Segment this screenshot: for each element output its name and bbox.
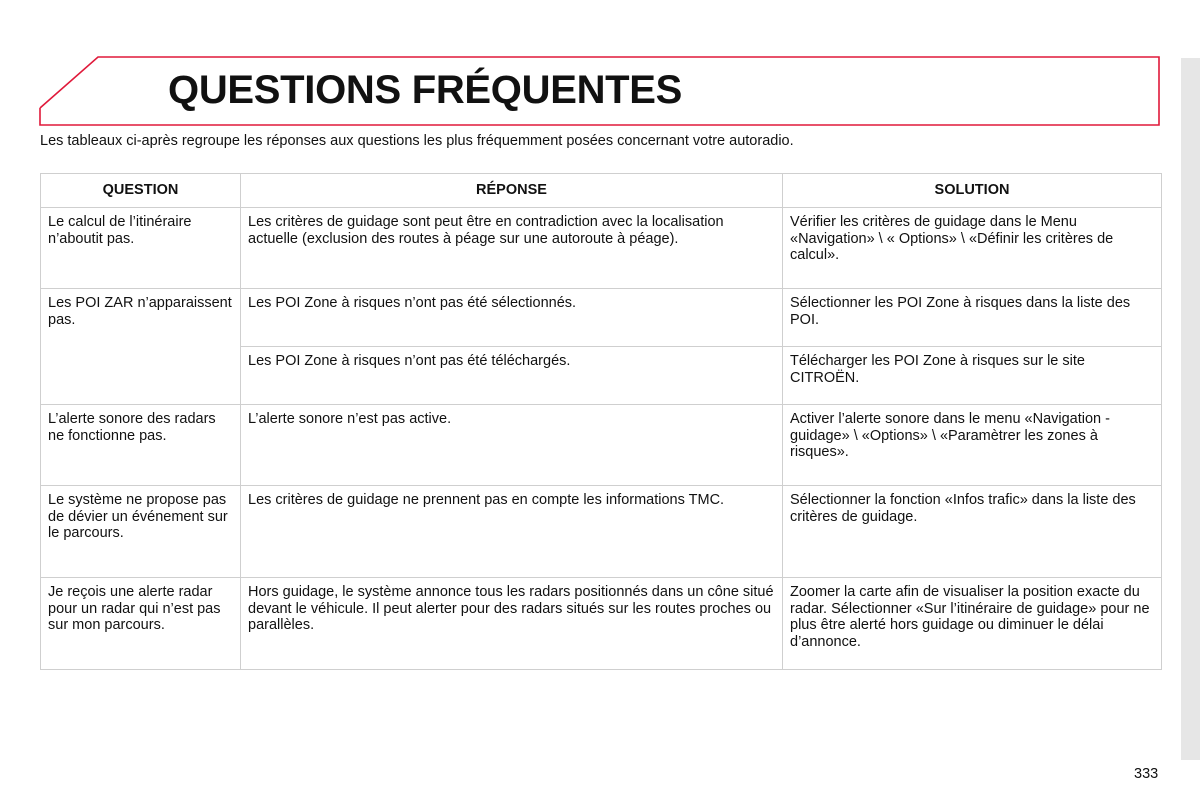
column-header-question: QUESTION <box>41 174 241 208</box>
solution-cell: Zoomer la carte afin de visualiser la position exacte du radar. Sélectionner «Sur l’itinéraire de guidage» pour ne plus être alerté hors guidage ou diminuer le délai d’annonce. <box>783 578 1162 670</box>
reponse-cell: Les critères de guidage ne prennent pas en compte les informations TMC. <box>241 486 783 578</box>
table-header-row <box>41 174 1162 208</box>
question-cell: Je reçois une alerte radar pour un radar qui n’est pas sur mon parcours. <box>41 578 241 670</box>
reponse-cell: L’alerte sonore n’est pas active. <box>241 405 783 486</box>
solution-cell: Sélectionner les POI Zone à risques dans la liste des POI. <box>783 289 1162 347</box>
page-number: 333 <box>1134 766 1159 782</box>
page-edge-tab <box>1181 58 1200 760</box>
question-cell: Les POI ZAR n’apparaissent pas. <box>41 289 241 405</box>
table-row <box>41 405 1162 486</box>
solution-cell: Télécharger les POI Zone à risques sur le site CITROËN. <box>783 347 1162 405</box>
reponse-cell: Hors guidage, le système annonce tous les radars positionnés dans un cône situé devant le véhicule. Il peut alerter pour des radars situés sur les routes proches ou parallèles. <box>241 578 783 670</box>
table-row <box>41 578 1162 670</box>
question-cell: Le calcul de l’itinéraire n’aboutit pas. <box>41 208 241 289</box>
reponse-cell: Les critères de guidage sont peut être en contradiction avec la localisation actuelle (exclusion des routes à péage sur une autoroute à péage). <box>241 208 783 289</box>
table-row <box>41 486 1162 578</box>
table-row <box>41 208 1162 289</box>
question-cell: Le système ne propose pas de dévier un événement sur le parcours. <box>41 486 241 578</box>
reponse-cell: Les POI Zone à risques n’ont pas été téléchargés. <box>241 347 783 405</box>
table-row <box>41 289 1162 347</box>
reponse-cell: Les POI Zone à risques n’ont pas été sélectionnés. <box>241 289 783 347</box>
solution-cell: Sélectionner la fonction «Infos trafic» dans la liste des critères de guidage. <box>783 486 1162 578</box>
solution-cell: Vérifier les critères de guidage dans le Menu «Navigation» \ « Options» \ «Définir les critères de calcul». <box>783 208 1162 289</box>
question-cell: L’alerte sonore des radars ne fonctionne pas. <box>41 405 241 486</box>
faq-table <box>40 173 1162 670</box>
column-header-reponse: RÉPONSE <box>241 174 783 208</box>
column-header-solution: SOLUTION <box>783 174 1162 208</box>
solution-cell: Activer l’alerte sonore dans le menu «Navigation - guidage» \ «Options» \ «Paramètrer les zones à risques». <box>783 405 1162 486</box>
intro-text: Les tableaux ci-après regroupe les réponses aux questions les plus fréquemment posées concernant votre autoradio. <box>40 133 794 149</box>
page-title: QUESTIONS FRÉQUENTES <box>168 68 683 112</box>
